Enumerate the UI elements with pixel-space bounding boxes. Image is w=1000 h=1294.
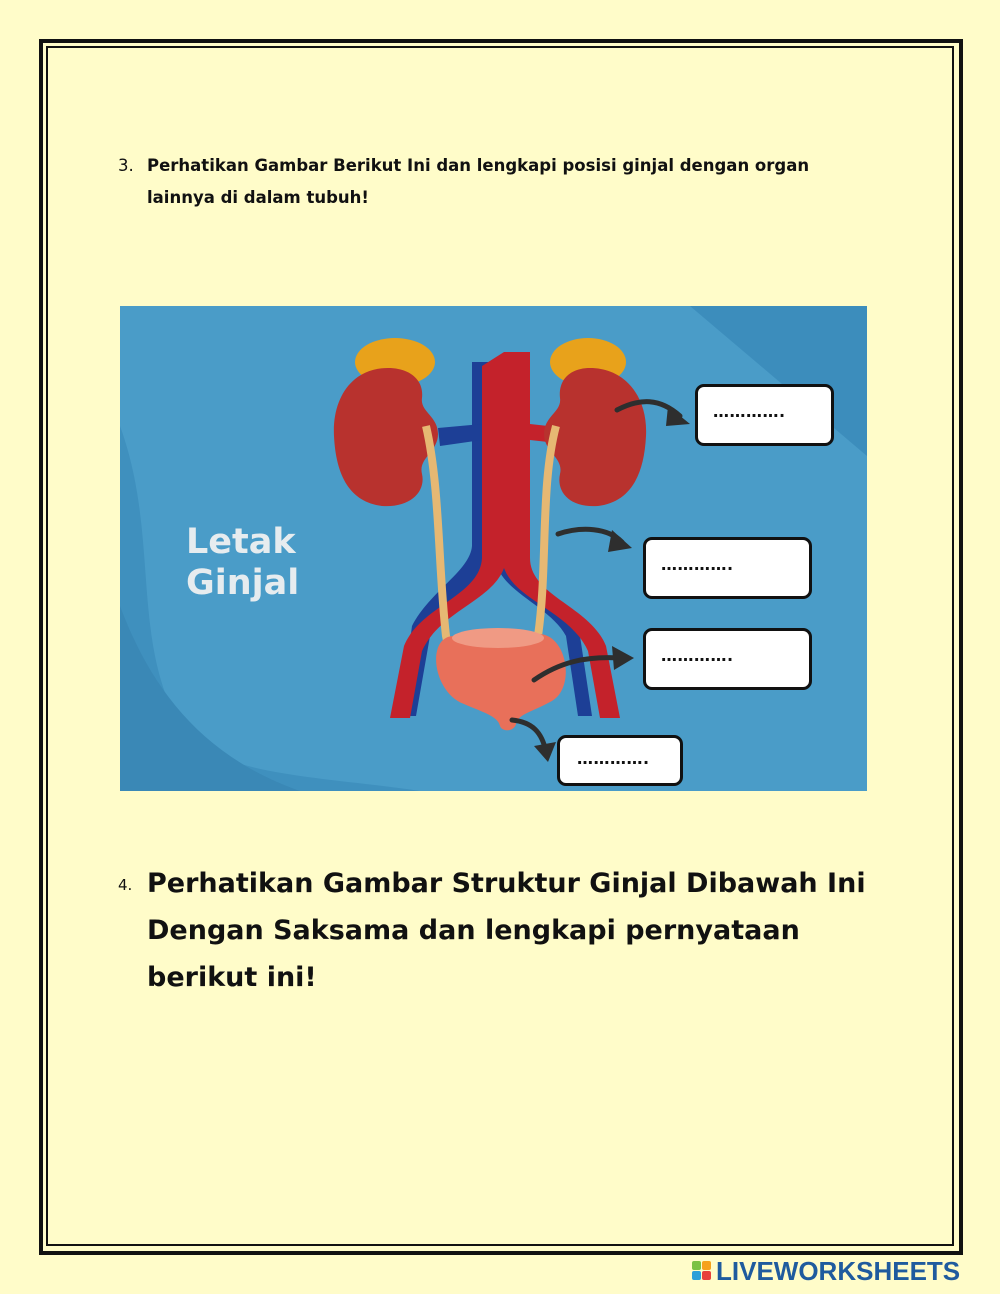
question-4-number: 4. — [118, 876, 133, 894]
answer-box-3[interactable]: …………. — [643, 628, 812, 690]
question-4 — [118, 860, 878, 1001]
answer-box-1[interactable]: …………. — [695, 384, 834, 446]
liveworksheets-logo-icon — [692, 1261, 712, 1281]
answer-box-2[interactable]: …………. — [643, 537, 812, 599]
question-3-text: Perhatikan Gambar Berikut Ini dan lengkapi posisi ginjal dengan organ lainnya di dalam tubuh! — [147, 156, 810, 207]
figure-title-line-1: Letak — [186, 522, 296, 562]
question-3-number: 3. — [118, 156, 134, 175]
question-4-text: Perhatikan Gambar Struktur Ginjal Dibawah Ini Dengan Saksama dan lengkapi pernyataan berikut ini! — [147, 868, 866, 993]
liveworksheets-branding[interactable] — [692, 1256, 990, 1284]
kidney-location-figure — [120, 306, 867, 791]
answer-box-4[interactable]: …………. — [557, 735, 683, 786]
figure-title-line-2: Ginjal — [186, 563, 300, 603]
liveworksheets-wordmark: LIVEWORKSHEETS — [716, 1256, 961, 1286]
figure-title — [186, 522, 299, 604]
question-3 — [118, 150, 838, 214]
